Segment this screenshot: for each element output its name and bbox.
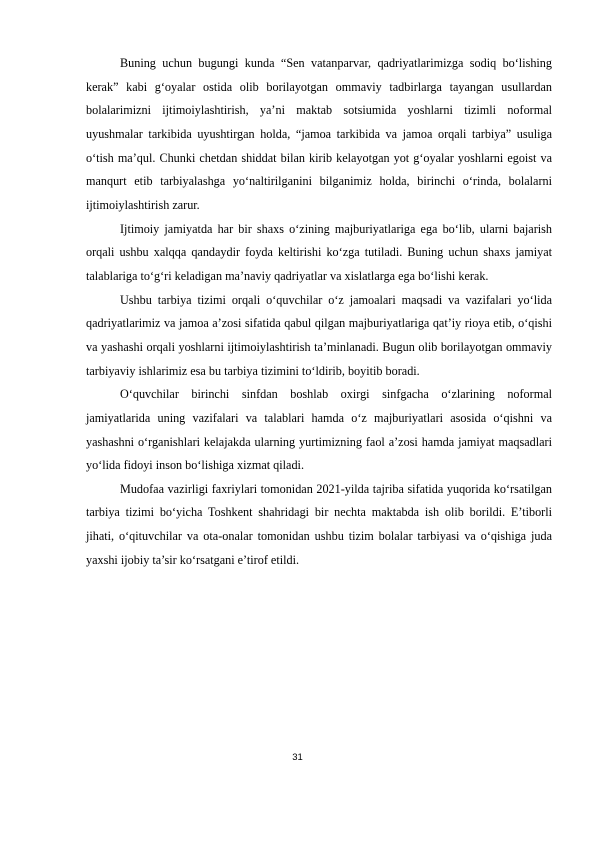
- paragraph-3: Ushbu tarbiya tizimi orqali o‘quvchilar o‘z jamoalari maqsadi va vazifalari yo‘lida qadriyatlarimiz va jamoa a’zosi sifatida qabul qilgan majburiyatlariga qat’iy rioya etib, o‘qishi va yashashi orqali yoshlarni ijtimoiylashtirish ta’minlanadi. Bugun olib borilayotgan ommaviy tarbiyaviy ishlarimiz esa bu tarbiya tizimini to‘ldirib, boyitib boradi.: [86, 292, 552, 378]
- paragraph-4: O‘quvchilar birinchi sinfdan boshlab oxirgi sinfgacha o‘zlarining noformal jamiyatlarida uning vazifalari va talablari hamda o‘z majburiyatlari asosida o‘qishni va yashashni o‘rganishlari kelajakda ularning yurtimizning faol a’zosi hamda jamiyat maqsadlari yo‘lida fidoyi inson bo‘lishiga xizmat qiladi.: [86, 387, 552, 473]
- paragraph-1: Buning uchun bugungi kunda “Sen vatanparvar, qadriyatlarimizga sodiq bo‘lishing kerak” kabi g‘oyalar ostida olib borilayotgan ommaviy tadbirlarga tayangan usullardan bolalarimizni ijtimoiylashtirish, ya’ni maktab sotsiumida yoshlarni tizimli noformal uyushmalar tarkibida uyushtirgan holda, “jamoa tarkibida va jamoa orqali tarbiya” usuliga o‘tish ma’qul. Chunki chetdan shiddat bilan kirib kelayotgan yot g‘oyalar yoshlarni egoist va manqurt etib tarbiyalashga yo‘naltirilganini bilganimiz holda, birinchi o‘rinda, bolalarni ijtimoiylashtirish zarur.: [86, 56, 552, 212]
- paragraph-2: Ijtimoiy jamiyatda har bir shaxs o‘zining majburiyatlariga ega bo‘lib, ularni bajarish orqali ushbu xalqqa qandaydir foyda keltirishi ko‘zga tutiladi. Buning uchun shaxs jamiyat talablariga to‘g‘ri keladigan ma’naviy qadriyatlar va xislatlarga ega bo‘lishi kerak.: [86, 221, 552, 283]
- paragraph-5: Mudofaa vazirligi faxriylari tomonidan 2021-yilda tajriba sifatida yuqorida ko‘rsatilgan tarbiya tizimi bo‘yicha Toshkent shahridagi bir nechta maktabda ish olib borildi. E’tiborli jihati, o‘qituvchilar va ota-onalar tomonidan ushbu tizim bolalar tarbiyasi va o‘qishiga juda yaxshi ijobiy ta’sir ko‘rsatgani e’tirof etildi.: [86, 481, 552, 567]
- page-number: 31: [292, 752, 303, 763]
- page-body: [86, 52, 552, 572]
